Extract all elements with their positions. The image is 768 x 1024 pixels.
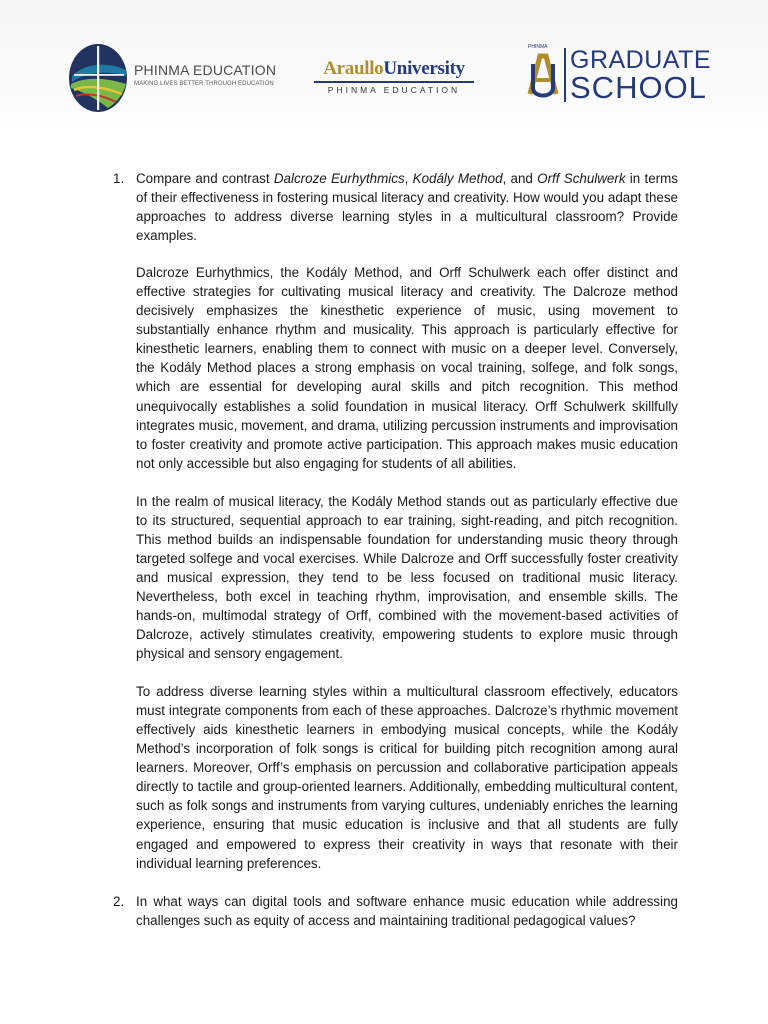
question-text: In what ways can digital tools and software enhance music education while addressing challenges such as equity of access and maintaining traditional pedagogical values?	[136, 893, 678, 928]
question-2	[113, 892, 678, 930]
term-dalcroze: Dalcroze Eurhythmics	[273, 171, 405, 186]
question-text	[136, 171, 678, 243]
document-body	[113, 169, 678, 948]
term-kodaly: Kodály Method	[412, 171, 503, 186]
phinma-name: PHINMA EDUCATION	[134, 62, 277, 78]
graduate-small-label: PHINMA	[528, 44, 548, 50]
question-text-part: , and	[502, 171, 538, 186]
araullo-wordmark	[310, 58, 478, 80]
graduate-line1: GRADUATE	[570, 46, 712, 74]
question-number: 1.	[113, 171, 125, 186]
question-1	[113, 169, 678, 245]
answer-paragraph-2: In the realm of musical literacy, the Kodály Method stands out as particularly effective due to its structured, sequential approach to ear training, sight-reading, and pitch recognition. This method builds an indispensable foundation for understanding music theory through targeted solfege and vocal exercises. While Dalcroze and Orff successfully foster creativity and musical expression, they tend to be less focused on traditional music literacy. Nevertheless, both excel in teaching rhythm, improvisation, and ensemble skills. The hands-on, multimodal strategy of Orff, combined with the movement-based activities of Dalcroze, actively stimulates creativity, empowering students to explore music through physical and sensory engagement.	[136, 493, 678, 662]
question-number: 2.	[113, 893, 125, 909]
araullo-name-part2: University	[383, 58, 465, 79]
graduate-line2: SCHOOL	[570, 70, 707, 105]
term-orff: Orff Schulwerk	[537, 171, 626, 186]
question-text-part: in terms of their effectiveness in fostering musical literacy and creativity. How would you adapt these approaches to address diverse learning styles in a multicultural classroom? Provide examples.	[136, 171, 678, 244]
phinma-tagline: MAKING LIVES BETTER THROUGH EDUCATION	[134, 81, 274, 87]
question-text-part: Compare and contrast	[136, 171, 274, 186]
au-monogram-icon	[524, 50, 562, 102]
answer-paragraph-1: Dalcroze Eurhythmics, the Kodály Method, and Orff Schulwerk each offer distinct and effective strategies for cultivating musical literacy and creativity. The Dalcroze method decisively emphasizes the kinesthetic experience of music, using movement to substantially enhance rhythm and musicality. This approach is particularly effective for kinesthetic learners, enabling them to connect with music on a deeper level. Conversely, the Kodály Method places a strong emphasis on vocal training, solfege, and folk songs, which are essential for developing aural skills and pitch recognition. This method unequivocally establishes a solid foundation in musical literacy. Orff Schulwerk skillfully integrates music, movement, and drama, utilizing percussion instruments and improvisation to foster creativity and promote active participation. This approach makes music education not only accessible but also engaging for students of all abilities.	[136, 265, 678, 471]
araullo-subtitle: PHINMA EDUCATION	[327, 85, 461, 95]
araullo-name-part1: Araullo	[323, 58, 384, 79]
araullo-rule	[314, 81, 474, 83]
araullo-university-logo	[310, 58, 478, 98]
phinma-emblem-icon	[68, 42, 130, 114]
answer-paragraph-3: To address diverse learning styles within a multicultural classroom effectively, educators must integrate components from each of these approaches. Dalcroze’s rhythmic movement effectively aids kinesthetic learners in embodying musical concepts, while the Kodály Method’s incorporation of folk songs is critical for building pitch recognition among aural learners. Moreover, Orff’s emphasis on percussion and collaborative participation appeals directly to tactile and group-oriented learners. Additionally, embedding multicultural content, such as folk songs and instruments from varying cultures, undeniably enriches the learning experience, ensuring that music education is inclusive and that all students are fully engaged and empowered to express their creativity in ways that resonate with their individual learning preferences.	[136, 684, 678, 871]
graduate-school-logo	[522, 44, 712, 105]
phinma-education-logo	[68, 42, 277, 114]
graduate-divider	[564, 48, 566, 102]
letterhead	[0, 0, 768, 140]
question-text-part: ,	[404, 171, 413, 186]
